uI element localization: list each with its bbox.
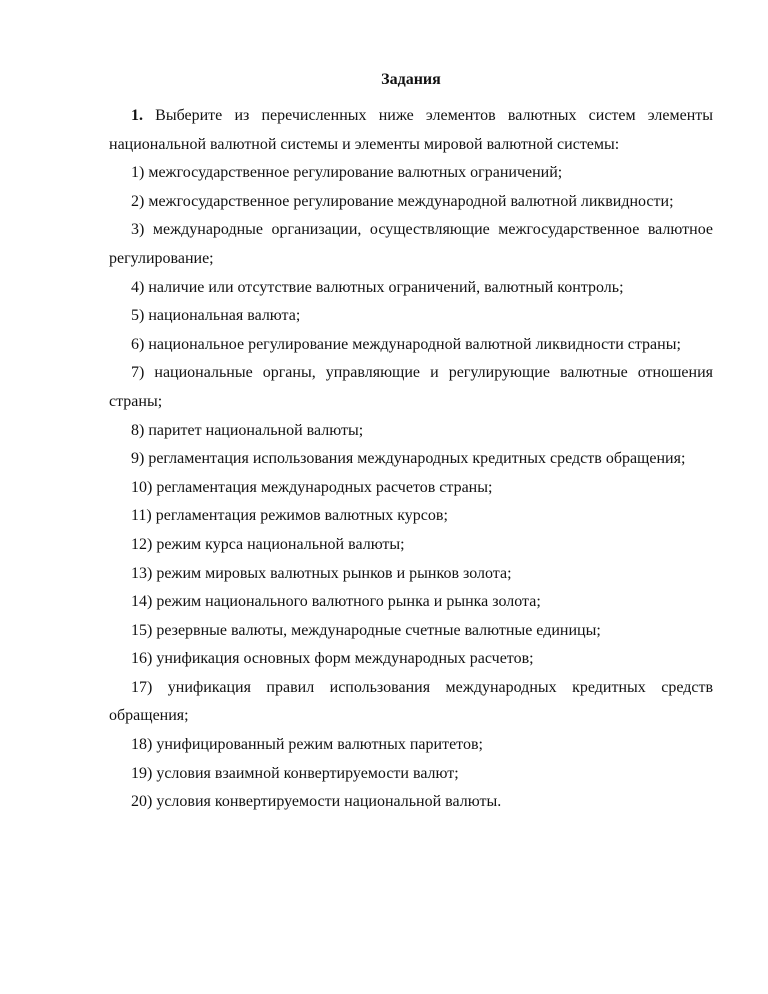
list-item-15: 15) резервные валюты, международные счетные валютные единицы; <box>131 621 601 639</box>
list-item-3: 3) международные организации, осуществляющие межгосударственное валютное регулирование; <box>109 221 713 267</box>
list-item-1: 1) межгосударственное регулирование валютных ограничений; <box>131 164 563 182</box>
list-item-4: 4) наличие или отсутствие валютных ограничений, валютный контроль; <box>131 278 624 296</box>
list-item-20: 20) условия конвертируемости национальной валюты. <box>131 793 502 811</box>
list-item-16: 16) унификация основных форм международных расчетов; <box>131 650 534 668</box>
list-item-8: 8) паритет национальной валюты; <box>131 421 364 439</box>
list-item-2: 2) межгосударственное регулирование международной валютной ликвидности; <box>131 192 674 210</box>
task-text: Выберите из перечисленных ниже элементов валютных систем элементы национальной валютной системы и элементы мировой валютной системы: <box>109 107 713 153</box>
list-item-18: 18) унифицированный режим валютных паритетов; <box>131 736 483 754</box>
list-item-17: 17) унификация правил использования международных кредитных средств обращения; <box>109 678 713 725</box>
task-number: 1. <box>131 107 143 124</box>
list-item-10: 10) регламентация международных расчетов страны; <box>131 478 493 496</box>
document-title: Задания <box>381 71 441 88</box>
list-item-14: 14) режим национального валютного рынка и рынка золота; <box>131 593 541 611</box>
list-item-11: 11) регламентация режимов валютных курсов; <box>131 507 448 525</box>
document-page <box>109 70 713 817</box>
list-item-12: 12) режим курса национальной валюты; <box>131 535 405 553</box>
list-item-9: 9) регламентация использования международных кредитных средств обращения; <box>131 450 686 468</box>
task-paragraph <box>109 102 713 159</box>
list-item-19: 19) условия взаимной конвертируемости валют; <box>131 764 459 782</box>
list-item-13: 13) режим мировых валютных рынков и рынков золота; <box>131 564 512 582</box>
list-item-6: 6) национальное регулирование международной валютной ликвидности страны; <box>131 335 681 353</box>
list-item-7: 7) национальные органы, управляющие и регулирующие валютные отношения страны; <box>109 364 713 410</box>
list-item-5: 5) национальная валюта; <box>131 307 301 325</box>
